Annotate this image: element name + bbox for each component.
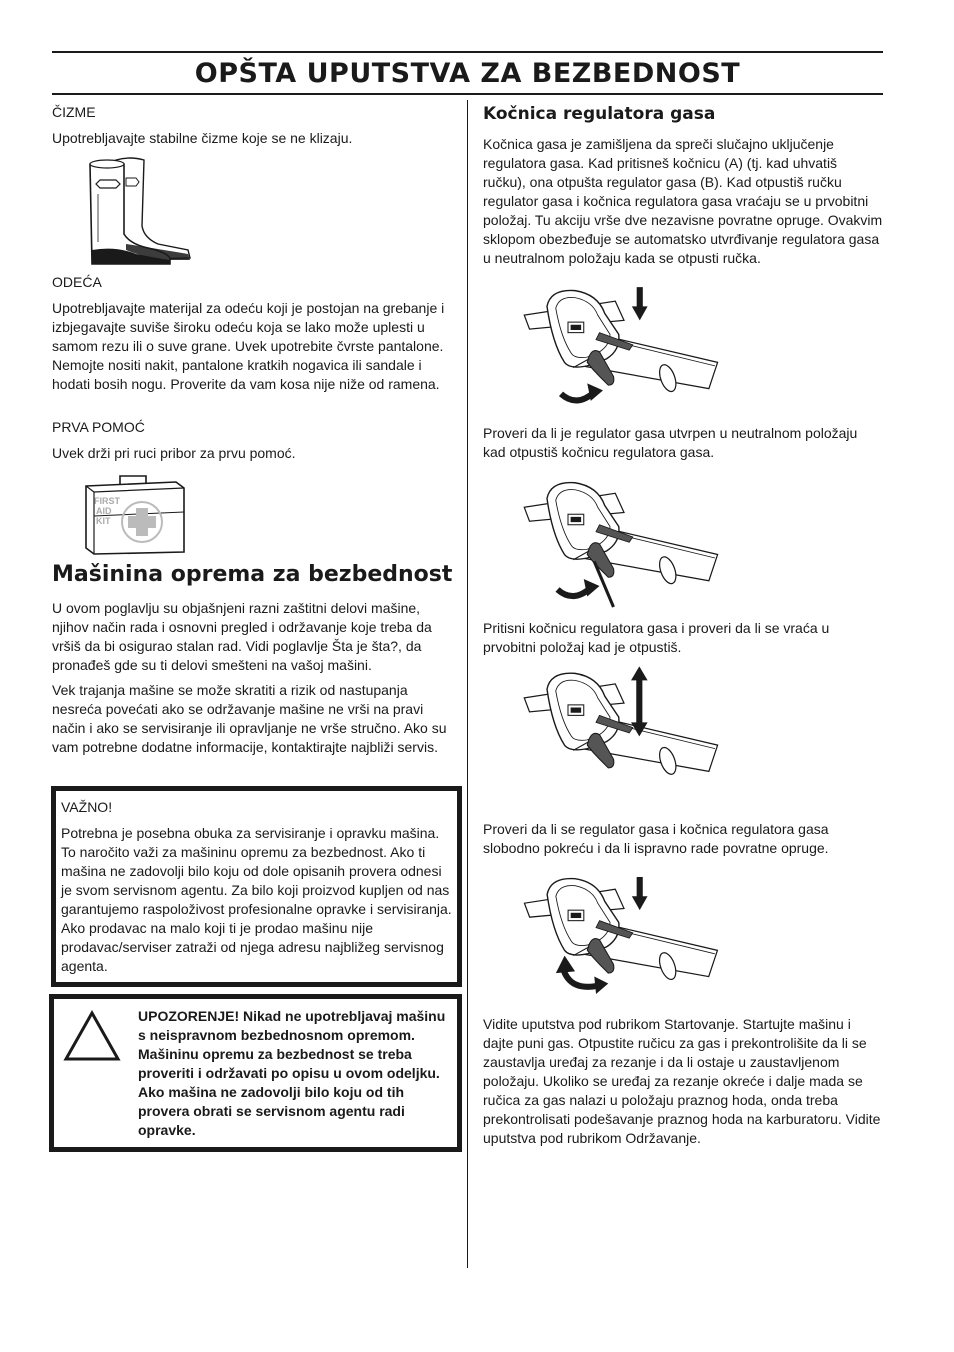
kit-text-aid: AID (96, 506, 112, 516)
boots-label: ČIZME (52, 104, 96, 120)
clothing-label: ODEĆA (52, 274, 102, 290)
column-divider (467, 100, 468, 1268)
throttle-check-figure-1 (512, 280, 722, 415)
warning-text: UPOZORENJE! Nikad ne upotrebljavaj mašinu s neispravnom bezbednosnom opremom. Mašininu opremu za bezbednost se treba proveriti i održavati po opisu u ovom odeljku. Ako mašina ne zadovolji bilo koju od tih provera obrati se servisnom agentu radi opravke. (138, 1008, 446, 1138)
section-para-2: Vek trajanja mašine se može skratiti a rizik od nastupanja nesreća povećati ako se održavanje mašine ne vrši na pravi način i ako se servisiranje ili opravljanje ne vrše stručno. Ako su vam potrebne dodatne informacije, kontaktirajte najbliži servis. (52, 682, 447, 755)
section-title: Mašinina oprema za bezbednost (52, 562, 453, 587)
important-text: Potrebna je posebna obuka za servisiranje i opravku mašina. To naročito važi za mašininu opremu za bezbednost. Ako ti mašina ne zadovolji bilo koju od dole opisanih provera odnesi je svom servisnom agentu. Za bilo koji proizvod kupljen od nas garantujemo raspoloživost profesionalne opravke i servisiranja. Ako prodavac na malo koji ti je prodao mašinu nije prodavac/serviser zatraži od njega adresu najbližeg servisnog agenta. (61, 825, 452, 974)
boots-illustration (86, 154, 194, 266)
important-label: VAŽNO! (61, 799, 113, 815)
warning-box (49, 994, 462, 1152)
boots-text: Upotrebljavajte stabilne čizme koje se ne klizaju. (52, 130, 353, 146)
caption-4: Vidite uputstva pod rubrikom Startovanje. Startujte mašinu i dajte puni gas. Otpustite ručicu za gas i prekontrolišite da li se zaustavlja uređaj za rezanje i da li ostaje u zaustavljenom položaju. Ukoliko se uređaj za rezanje okreće i dalje mada se ručica za gas nalazi u položaju praznog hoda, onda treba prekontrolisati podešavanje praznog hoda na karburatoru. Vidite uputstva pod rubrikom Održavanje. (483, 1016, 881, 1146)
throttle-check-figure-3 (512, 664, 722, 814)
caption-1: Proveri da li je regulator gasa utvrpen u neutralnom položaju kad otpustiš kočnicu regulatora gasa. (483, 425, 858, 460)
double-arrow-icon (631, 666, 648, 736)
header-rule-top (52, 51, 883, 53)
page-title: OPŠTA UPUTSTVA ZA BEZBEDNOST (194, 58, 741, 89)
caption-2: Pritisni kočnicu regulatora gasa i proveri da li se vraća u prvobitni položaj kad je otpustiš. (483, 620, 830, 655)
kit-text-kit: KIT (96, 516, 111, 526)
throttle-lock-intro: Kočnica gasa je zamišljena da spreči slučajno uključenje regulatora gasa. Kad pritisneš kočnicu (A) (tj. kad uhvatiš ručku), ona otpušta regulator gasa (B). Kad otpustiš ručku regulator gasa i kočnica regulatora gasa vraćaju se u prvobitni položaj. Tu akciju vrše dve nezavisne povratne opruge. Ovakvim sklopom obezbeđuje se automatsko utvrđivanje regulatora gasa u neutralnom položaju kada se otpusti ručka. (483, 136, 883, 266)
throttle-check-figure-2 (512, 474, 722, 614)
warning-triangle-icon (62, 1009, 122, 1063)
clothing-text: Upotrebljavajte materijal za odeću koji je postojan na grebanje i izbjegavajte suviše široku odeću koja se lako može uplesti u samom rezu ili o suve grane. Uvek upotrebite čvrste pantalone. Nemojte nositi nakit, pantalone kratkih nogavica ili sandale i hodati bosih nogu. Proverite da vam kosa nije niže od ramena. (52, 300, 445, 392)
first-aid-text: Uvek drži pri ruci pribor za prvu pomoć. (52, 445, 296, 461)
header-rule-bottom (52, 93, 883, 95)
first-aid-label: PRVA POMOĆ (52, 419, 145, 435)
first-aid-kit-illustration (80, 472, 188, 556)
caption-3: Proveri da li se regulator gasa i kočnica regulatora gasa slobodno pokreću i da li ispravno rade povratne opruge. (483, 821, 829, 856)
important-box (51, 786, 462, 987)
throttle-check-figure-4 (512, 870, 722, 1008)
throttle-lock-title: Kočnica regulatora gasa (483, 104, 716, 124)
section-para-1: U ovom poglavlju su objašnjeni razni zaštitni delovi mašine, njihov način rada i osnovni pregled i održavanje koje treba da vršiš da bi osigurao stalan rad. Vidi poglavlje Šta je šta?, da pronađeš gde su ti delovi smešteni na vašoj mašini. (52, 600, 432, 673)
kit-text-first: FIRST (94, 496, 120, 506)
